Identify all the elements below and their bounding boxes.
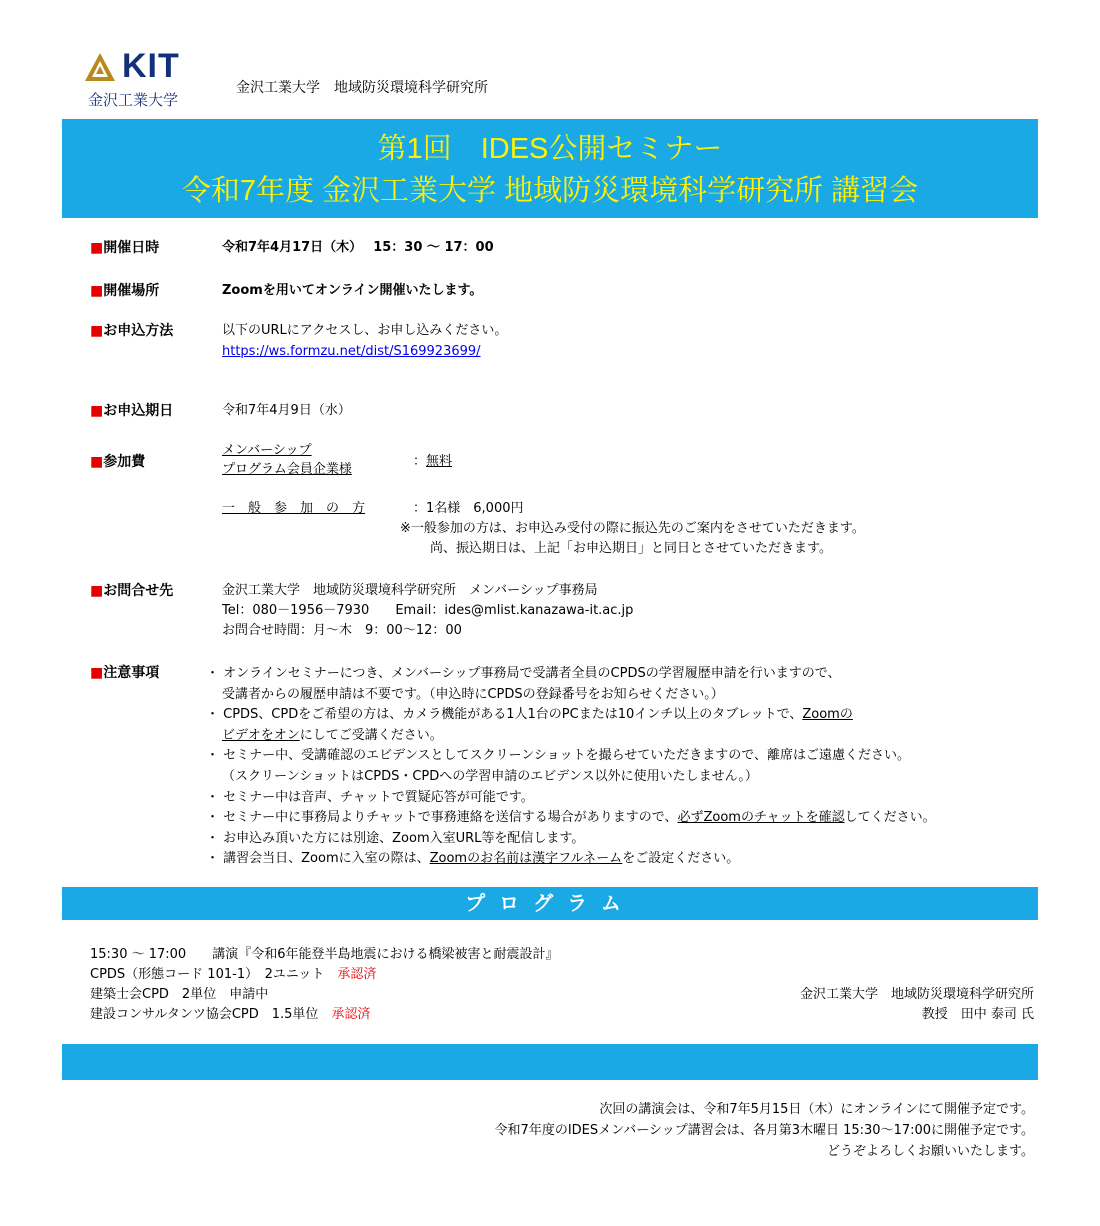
date-label: ■開催日時	[90, 240, 160, 256]
program-consult-cpd: 建設コンサルタンツ協会CPD 1.5単位 承認済	[90, 1007, 371, 1022]
institute-name: 金沢工業大学 地域防災環境科学研究所	[236, 80, 488, 96]
venue-value: Zoomを用いてオンライン開催いたします。	[222, 283, 483, 298]
note-1: ・ オンラインセミナーにつき、メンバーシップ事務局で受講者全員のCPDSの学習履歴申請を行いますので、	[206, 666, 841, 681]
program-arch-cpd: 建築士会CPD 2単位 申請中	[90, 987, 269, 1002]
fee-label: ■参加費	[90, 454, 146, 470]
note-3-cont: （スクリーンショットはCPDS・CPDへの学習申請のエビデンス以外に使用いたしません。）	[222, 768, 758, 784]
divider-band	[62, 1044, 1038, 1080]
note-5: ・ セミナー中に事務局よりチャットで事務連絡を送信する場合がありますので、必ずZoomのチャットを確認してください。	[206, 810, 936, 826]
general-label: 一 般 参 加 の 方	[222, 501, 366, 516]
kit-logo-mark-icon	[84, 52, 116, 82]
contact-tel-email: Tel：080－1956－7930 Email：ides@mlist.kanazawa-it.ac.jp	[222, 603, 634, 618]
speaker-name: 教授 田中 泰司 氏	[921, 1007, 1034, 1022]
note-7: ・ 講習会当日、Zoomに入室の際は、Zoomのお名前は漢字フルネームをご設定ください。	[206, 851, 740, 867]
seminar-subtitle: 令和7年度 金沢工業大学 地域防災環境科学研究所 講習会	[181, 175, 919, 207]
program-time-title: 15:30 ～ 17:00 講演『令和6年能登半島地震における橋梁被害と耐震設計』	[90, 947, 559, 962]
apply-text: 以下のURLにアクセスし、お申し込みください。	[222, 323, 508, 338]
fee-note-1: ※一般参加の方は、お申込み受付の際に振込先のご案内をさせていただきます。	[400, 521, 865, 536]
note-6: ・ お申込み頂いた方には別途、Zoom入室URL等を配信します。	[206, 830, 585, 846]
title-banner	[62, 119, 1038, 218]
program-heading: プログラム	[465, 891, 635, 915]
general-fee: ：1名様 6,000円	[413, 501, 524, 516]
program-banner	[62, 887, 1038, 920]
member-label-line1: メンバーシップ	[222, 443, 312, 458]
footer-line-3: どうぞよろしくお願いいたします。	[827, 1144, 1034, 1159]
seminar-title: 第1回 IDES公開セミナー	[377, 133, 723, 165]
contact-label: ■お問合せ先	[90, 583, 174, 599]
member-fee: ：無料	[413, 454, 453, 469]
notes-label: ■注意事項	[90, 665, 160, 681]
speaker-org: 金沢工業大学 地域防災環境科学研究所	[799, 987, 1034, 1002]
apply-url-link[interactable]: https://ws.formzu.net/dist/S169923699/	[222, 344, 481, 359]
deadline-value: 令和7年4月9日（水）	[222, 403, 351, 418]
kit-logo-subtitle: 金沢工業大学	[88, 91, 179, 109]
footer-line-1: 次回の講演会は、令和7年5月15日（木）にオンラインにて開催予定です。	[599, 1102, 1034, 1117]
venue-label: ■開催場所	[90, 283, 160, 299]
note-2: ・ CPDS、CPDをご希望の方は、カメラ機能がある1人1台のPCまたは10インチ以上のタブレットで、Zoomの	[206, 707, 853, 723]
note-3: ・ セミナー中、受講確認のエビデンスとしてスクリーンショットを撮らせていただきますので、離席はご遠慮ください。	[206, 748, 910, 764]
note-4: ・ セミナー中は音声、チャットで質疑応答が可能です。	[206, 789, 534, 805]
note-1-cont: 受講者からの履歴申請は不要です。（申込時にCPDSの登録番号をお知らせください。）	[222, 686, 724, 702]
member-label-line2: プログラム会員企業様	[222, 462, 352, 477]
deadline-label: ■お申込期日	[90, 403, 174, 419]
program-cpds: CPDS（形態コード 101-1） 2ユニット 承認済	[90, 967, 377, 982]
notes-list	[206, 664, 936, 870]
contact-org: 金沢工業大学 地域防災環境科学研究所 メンバーシップ事務局	[222, 583, 598, 598]
note-2-cont: ビデオをオンにしてご受講ください。	[222, 727, 443, 743]
contact-hours: お問合せ時間：月～木 9：00～12：00	[222, 623, 462, 638]
footer-notice	[495, 1099, 1034, 1162]
fee-note-2: 尚、振込期日は、上記「お申込期日」と同日とさせていただきます。	[430, 541, 832, 556]
date-value: 令和7年4月17日（木） 15：30 ～ 17：00	[222, 240, 494, 255]
kit-logo-text: KIT	[122, 47, 180, 85]
footer-line-2: 令和7年度のIDESメンバーシップ講習会は、各月第3木曜日 15:30～17:00に開催予定です。	[494, 1123, 1034, 1138]
apply-label: ■お申込方法	[90, 323, 174, 339]
